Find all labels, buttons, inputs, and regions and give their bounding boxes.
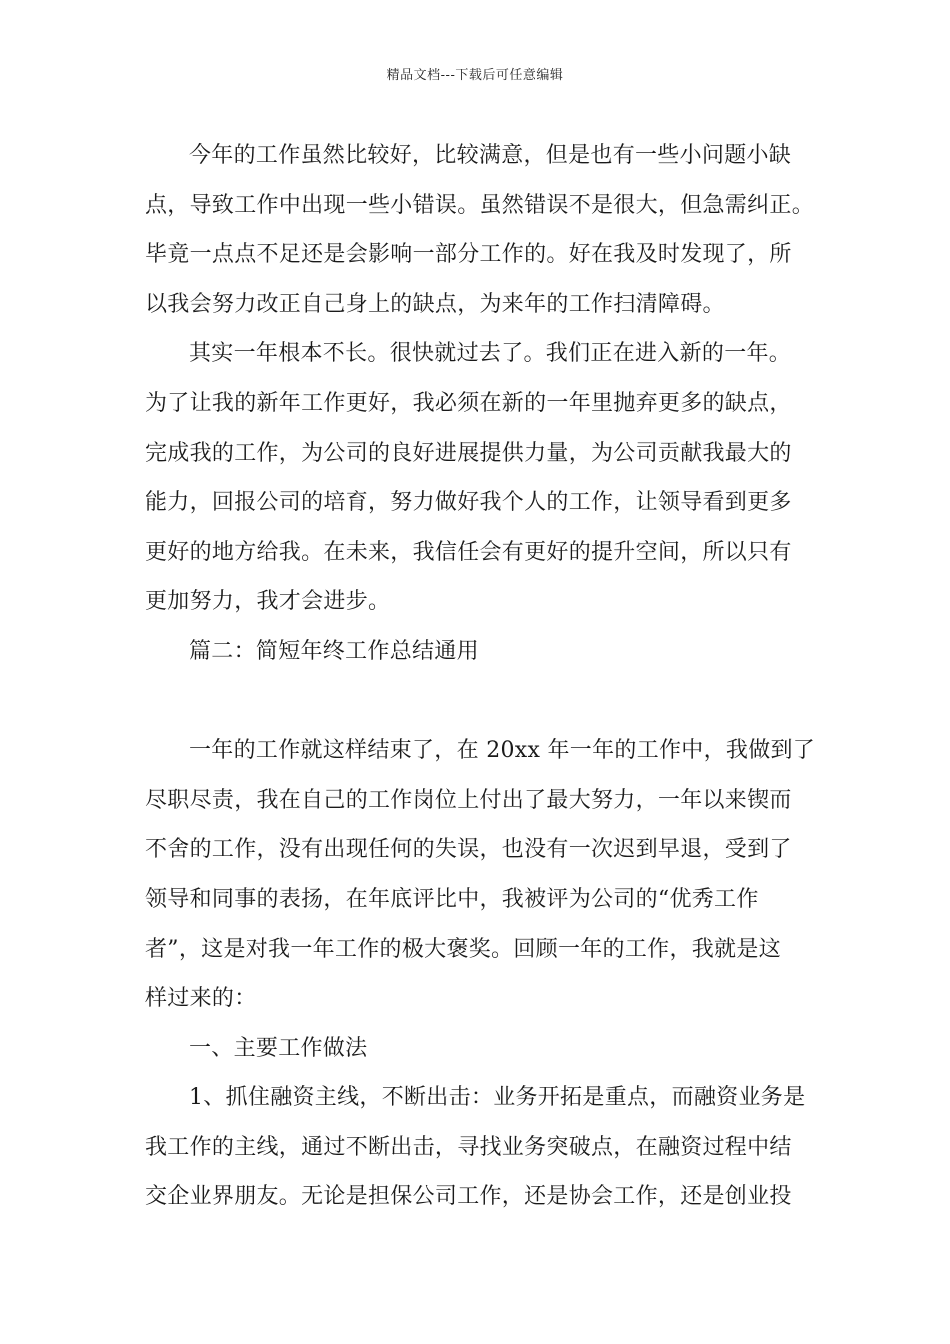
paragraph-line: 我工作的主线，通过不断出击，寻找业务突破点，在融资过程中结 xyxy=(145,1134,792,1160)
page-header: 精品文档---下载后可任意编辑 xyxy=(386,68,564,83)
paragraph-line: 样过来的： xyxy=(145,986,257,1012)
paragraph-line: 尽职尽责，我在自己的工作岗位上付出了最大努力，一年以来锲而 xyxy=(145,787,792,813)
paragraph-line: 1、抓住融资主线，不断出击：业务开拓是重点，而融资业务是 xyxy=(189,1085,806,1111)
paragraph-line: 交企业界朋友。无论是担保公司工作，还是协会工作，还是创业投 xyxy=(145,1184,792,1210)
paragraph-line: 能力，回报公司的培育，努力做好我个人的工作，让领导看到更多 xyxy=(145,490,792,516)
paragraph-line: 以我会努力改正自己身上的缺点，为来年的工作扫清障碍。 xyxy=(145,291,725,317)
paragraph-line: 不舍的工作，没有出现任何的失误，也没有一次迟到早退，受到了 xyxy=(145,837,792,863)
paragraph-line: 更好的地方给我。在未来，我信任会有更好的提升空间，所以只有 xyxy=(145,539,792,565)
paragraph-line: 一年的工作就这样结束了，在 20xx 年一年的工作中，我做到了 xyxy=(189,738,816,764)
paragraph-line: 今年的工作虽然比较好，比较满意，但是也有一些小问题小缺 xyxy=(189,143,792,168)
paragraph-line: 毕竟一点点不足还是会影响一部分工作的。好在我及时发现了，所 xyxy=(145,242,792,268)
blank-gap xyxy=(145,677,815,727)
document-body xyxy=(145,131,815,1222)
paragraph-line: 领导和同事的表扬，在年底评比中，我被评为公司的“优秀工作 xyxy=(145,886,759,912)
subsection-heading: 一、主要工作做法 xyxy=(189,1035,368,1061)
paragraph-line: 更加努力，我才会进步。 xyxy=(145,589,391,615)
paragraph-line: 点，导致工作中出现一些小错误。虽然错误不是很大，但急需纠正。 xyxy=(145,192,815,218)
paragraph-line: 者”，这是对我一年工作的极大褒奖。回顾一年的工作，我就是这 xyxy=(145,936,781,962)
paragraph-line: 完成我的工作，为公司的良好进展提供力量，为公司贡献我最大的 xyxy=(145,440,792,466)
paragraph-line: 其实一年根本不长。很快就过去了。我们正在进入新的一年。 xyxy=(189,341,792,367)
paragraph-line: 为了让我的新年工作更好，我必须在新的一年里抛弃更多的缺点， xyxy=(145,390,792,416)
section-heading: 篇二：简短年终工作总结通用 xyxy=(189,638,479,664)
